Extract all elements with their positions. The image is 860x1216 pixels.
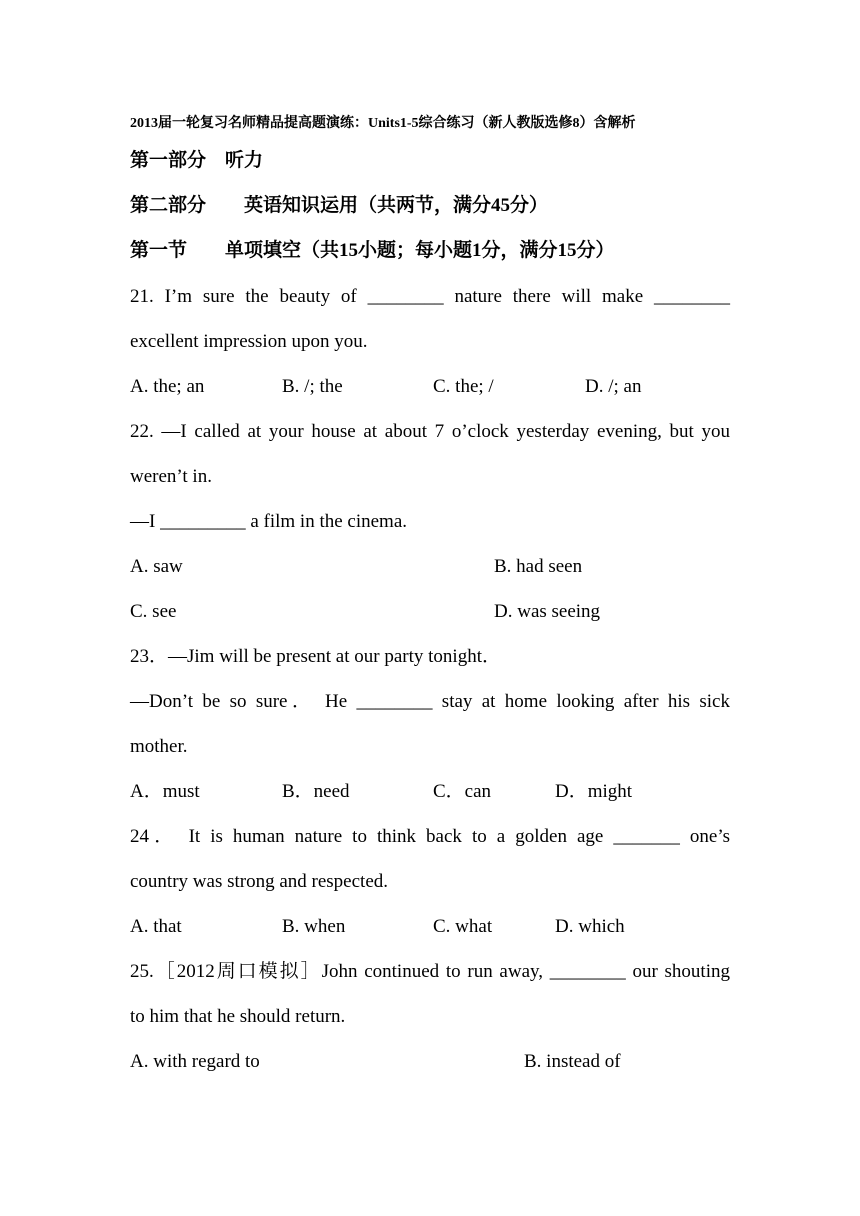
q21-option-d: D. /; an xyxy=(585,376,642,397)
q23-option-d: D．might xyxy=(555,781,633,802)
q23-line-3: mother. xyxy=(130,736,188,757)
q22-line-2: weren’t in. xyxy=(130,466,212,487)
q23-line-2: —Don’t be so sure． He ________ stay at home looking after his sick xyxy=(130,691,730,712)
q23-option-b: B．need xyxy=(282,781,350,802)
q22-option-d: D. was seeing xyxy=(494,601,601,622)
q22-option-a: A. saw xyxy=(130,556,183,577)
q23-option-a: A．must xyxy=(130,781,200,802)
q22-line-3: —I _________ a film in the cinema. xyxy=(130,511,408,532)
q24-line-1: 24． It is human nature to think back to a golden age _______ one’s xyxy=(130,826,730,847)
document-title: 2013届一轮复习名师精品提高题演练：Units1-5综合练习（新人教版选修8）含解析 xyxy=(130,116,636,131)
q24-option-d: D. which xyxy=(555,916,625,937)
q22-option-c: C. see xyxy=(130,601,177,622)
q23-option-c: C．can xyxy=(433,781,492,802)
q21-line-1: 21. I’m sure the beauty of ________ nature there will make ________ xyxy=(130,286,730,307)
q21-option-b: B. /; the xyxy=(282,376,343,397)
q24-line-2: country was strong and respected. xyxy=(130,871,389,892)
q21-option-c: C. the; / xyxy=(433,376,494,397)
part1-heading: 第一部分 听力 xyxy=(130,150,264,171)
q22-option-b: B. had seen xyxy=(494,556,583,577)
section1-heading: 第一节 单项填空（共15小题；每小题1分，满分15分） xyxy=(130,240,615,261)
q25-option-b: B. instead of xyxy=(524,1051,621,1072)
q25-option-a: A. with regard to xyxy=(130,1051,260,1072)
q21-line-2: excellent impression upon you. xyxy=(130,331,368,352)
q25-line-1: 25.［2012周口模拟］John continued to run away, ________ our shouting xyxy=(130,961,730,982)
part2-heading: 第二部分 英语知识运用（共两节，满分45分） xyxy=(130,195,549,216)
q24-option-a: A. that xyxy=(130,916,182,937)
q22-line-1: 22. —I called at your house at about 7 o’clock yesterday evening, but you xyxy=(130,421,730,442)
q21-option-a: A. the; an xyxy=(130,376,205,397)
q24-option-b: B. when xyxy=(282,916,346,937)
q25-line-2: to him that he should return. xyxy=(130,1006,346,1027)
q24-option-c: C. what xyxy=(433,916,493,937)
q23-line-1: 23．—Jim will be present at our party tonight． xyxy=(130,646,501,667)
